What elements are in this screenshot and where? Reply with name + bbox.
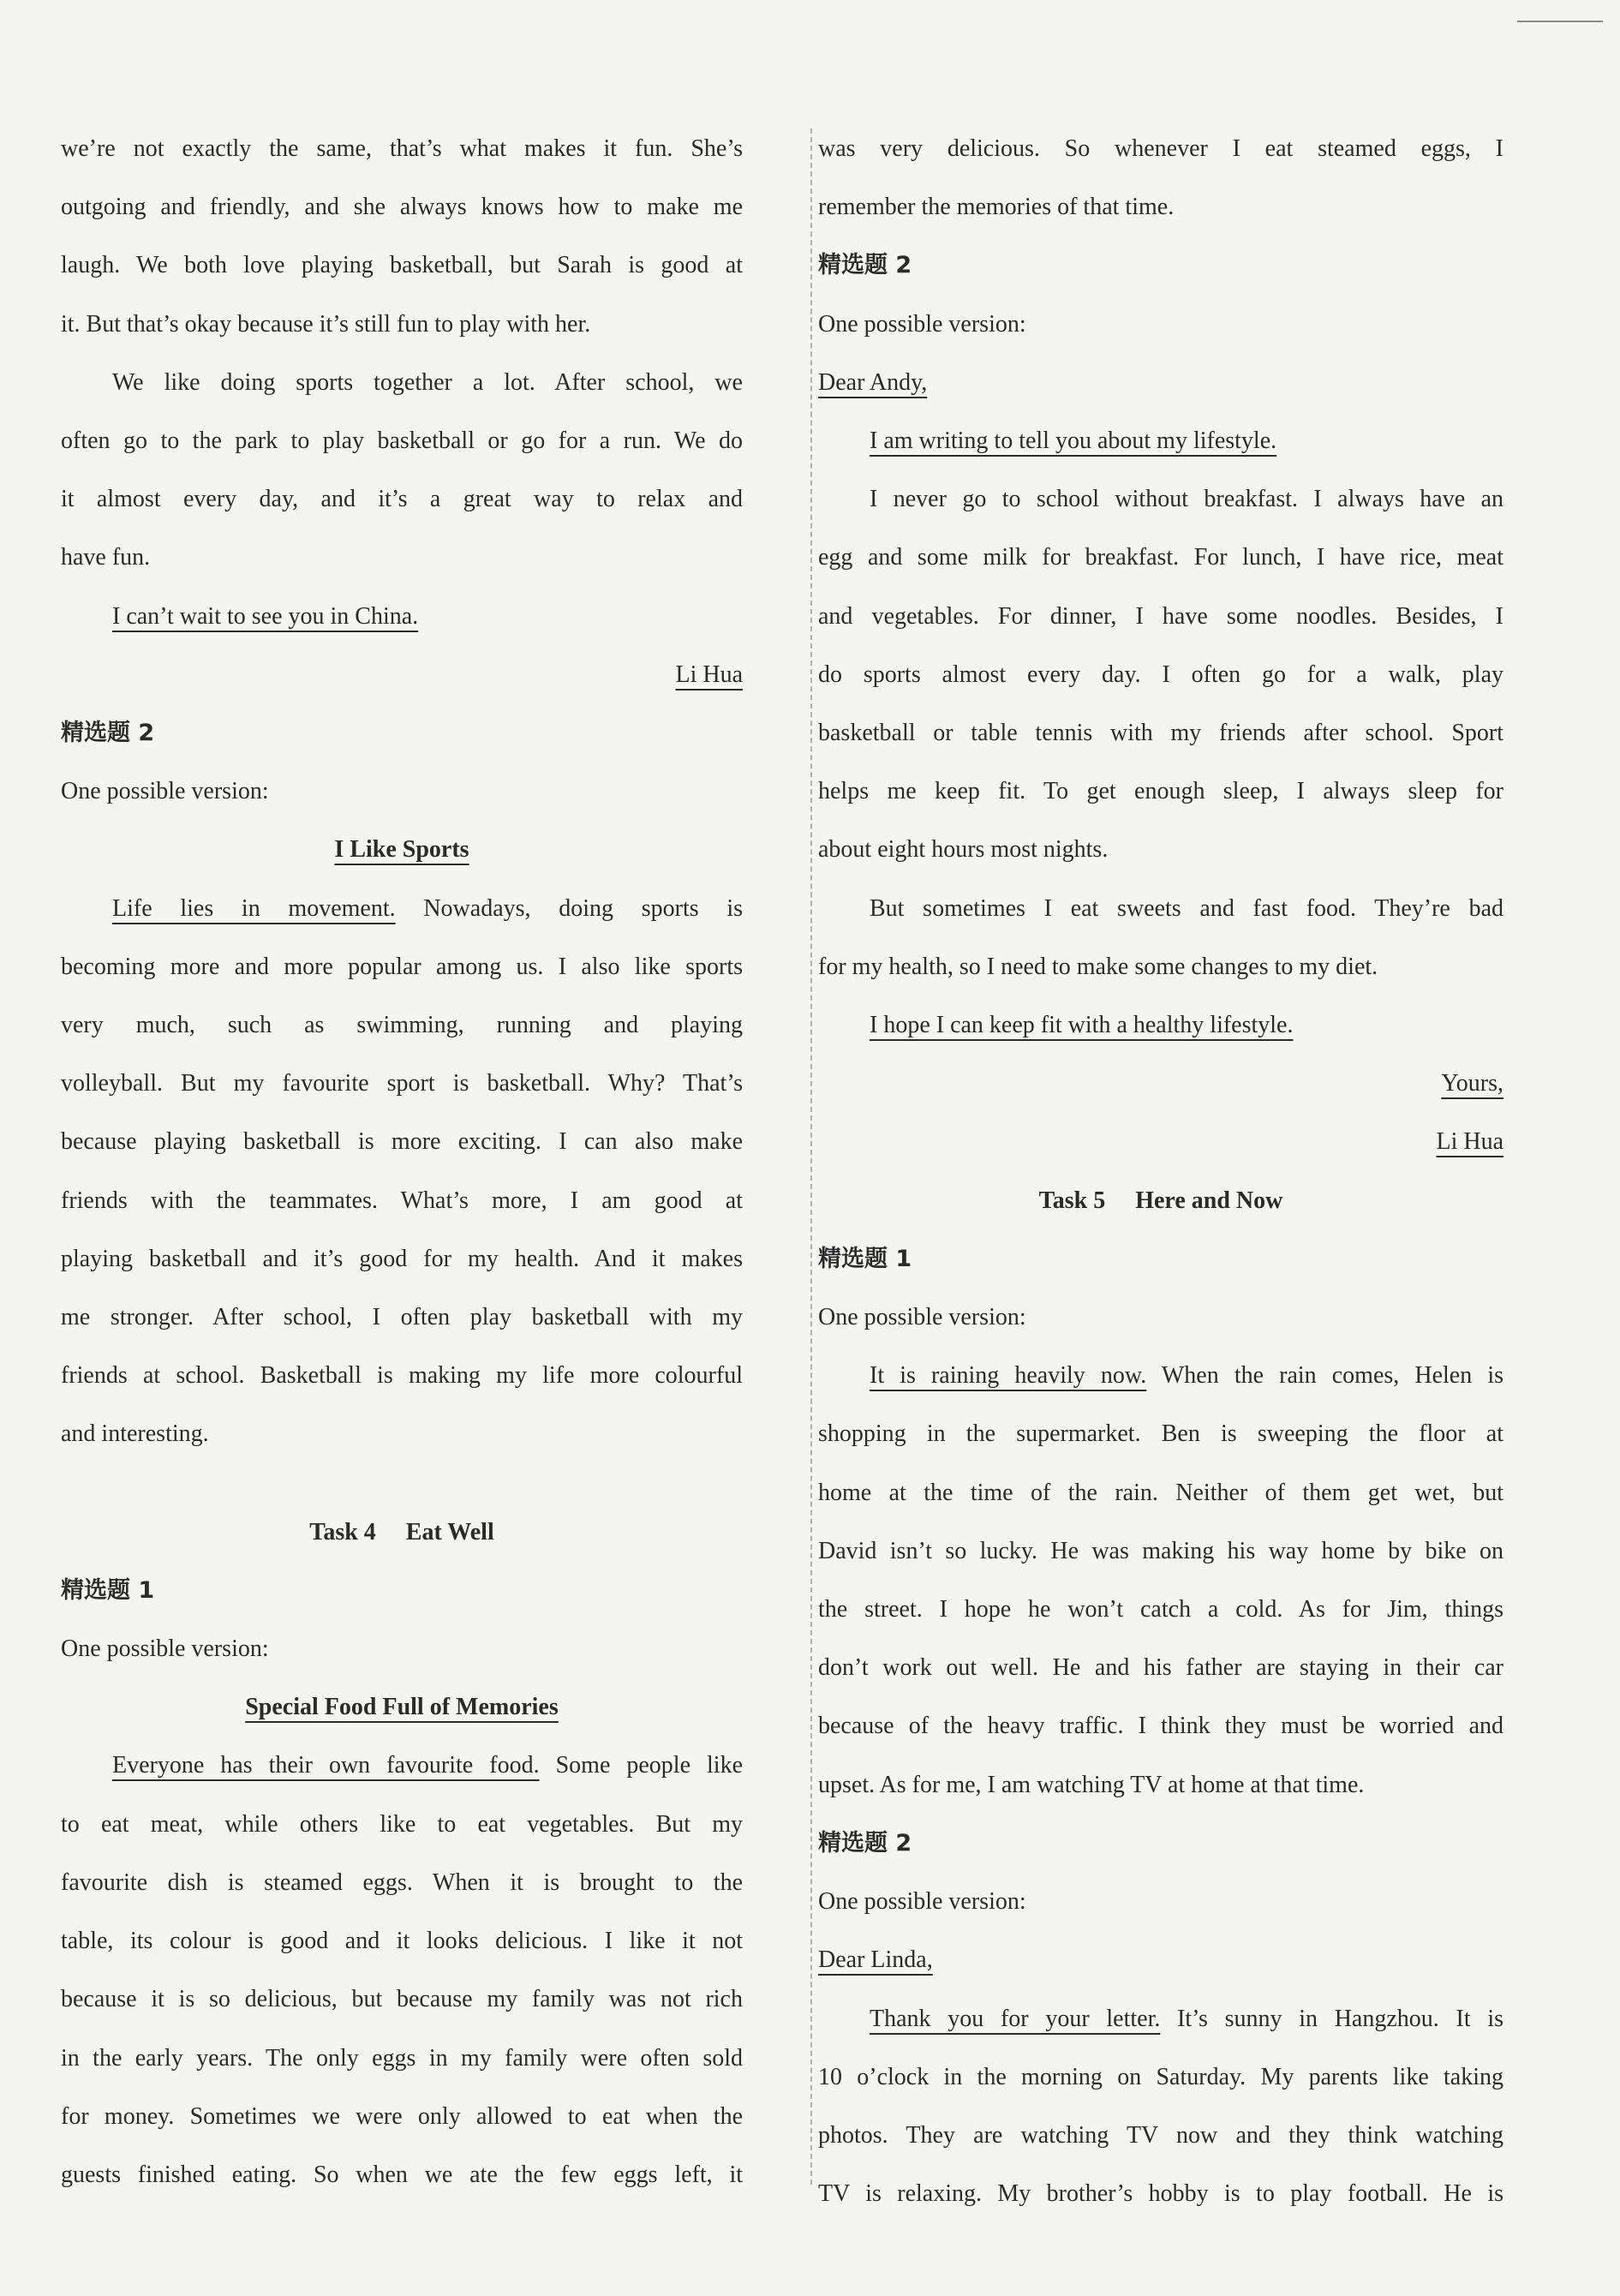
- text-segment: in the early years. The only eggs in my family were often sold: [61, 2044, 743, 2072]
- text-segment: But sometimes I eat sweets and fast food. They’re bad: [870, 894, 1503, 922]
- text-line: [61, 996, 743, 1055]
- section-label: [61, 704, 743, 762]
- text-line: [61, 1737, 743, 1795]
- text-segment: TV is relaxing. My brother’s hobby is to play football. He is: [818, 2180, 1503, 2208]
- text-line: [61, 1912, 743, 1970]
- text-segment: One possible version:: [818, 310, 1026, 338]
- text-line: [61, 1055, 743, 1113]
- text-line: [818, 120, 1503, 178]
- section-label: [818, 236, 1503, 295]
- text-line: [818, 996, 1503, 1055]
- underlined-phrase: Li Hua: [675, 661, 743, 688]
- text-line: [61, 412, 743, 470]
- text-line: [818, 178, 1503, 236]
- text-line: [61, 1620, 743, 1678]
- text-line: [818, 1522, 1503, 1581]
- text-line: [818, 296, 1503, 354]
- text-segment: we’re not exactly the same, that’s what makes it fun. She’s: [61, 135, 743, 162]
- text-line: [818, 1639, 1503, 1697]
- text-segment: 精选题 1: [818, 1245, 912, 1272]
- section-label: [61, 1562, 743, 1620]
- text-segment: upset. As for me, I am watching TV at home at that time.: [818, 1771, 1365, 1798]
- text-segment: Nowadays, doing sports is: [395, 894, 744, 922]
- text-line: [61, 588, 743, 646]
- text-segment: about eight hours most nights.: [818, 836, 1109, 864]
- text-segment: because of the heavy traffic. I think they must be worried and: [818, 1713, 1503, 1740]
- text-segment: friends with the teammates. What’s more, I am good at: [61, 1187, 743, 1214]
- underlined-phrase: I can’t wait to see you in China.: [112, 602, 419, 630]
- text-line: [61, 1289, 743, 1347]
- underlined-phrase: Li Hua: [1436, 1128, 1503, 1156]
- text-line: [61, 1347, 743, 1405]
- text-segment: One possible version:: [818, 1888, 1026, 1916]
- text-line: [61, 646, 743, 704]
- text-segment: Task 5 Here and Now: [1038, 1187, 1283, 1214]
- text-segment: photos. They are watching TV now and they think watching: [818, 2121, 1503, 2149]
- text-line: [61, 1230, 743, 1289]
- text-line: [818, 938, 1503, 996]
- text-line: [61, 236, 743, 295]
- text-line: [818, 762, 1503, 821]
- text-segment: because playing basketball is more exciting. I can also make: [61, 1128, 743, 1156]
- text-segment: 精选题 2: [818, 1829, 912, 1857]
- text-segment: basketball or table tennis with my friends after school. Sport: [818, 720, 1503, 747]
- left-column: [61, 120, 743, 2204]
- text-segment: 精选题 2: [818, 252, 912, 279]
- text-segment: Task 4 Eat Well: [309, 1518, 494, 1546]
- text-segment: friends at school. Basketball is making my life more colourful: [61, 1362, 743, 1390]
- text-line: [818, 2107, 1503, 2165]
- text-segment: very much, such as swimming, running and playing: [61, 1012, 743, 1039]
- underlined-phrase: Yours,: [1441, 1070, 1503, 1097]
- text-line: [61, 762, 743, 821]
- text-line: [818, 1347, 1503, 1405]
- underlined-phrase: Everyone has their own favourite food.: [112, 1752, 540, 1779]
- text-segment: playing basketball and it’s good for my health. And it makes: [61, 1245, 743, 1272]
- text-line: [818, 2048, 1503, 2107]
- text-segment: have fun.: [61, 544, 151, 571]
- text-segment: often go to the park to play basketball or go for a run. We do: [61, 428, 743, 455]
- text-line: [61, 1970, 743, 2029]
- underlined-phrase: Life lies in movement.: [112, 894, 396, 922]
- text-line: [61, 296, 743, 354]
- text-segment: 精选题 2: [61, 720, 155, 747]
- text-segment: becoming more and more popular among us. I also like sports: [61, 953, 743, 980]
- text-line: [818, 880, 1503, 938]
- text-segment: remember the memories of that time.: [818, 194, 1175, 221]
- section-title: [61, 1678, 743, 1737]
- text-line: [818, 646, 1503, 704]
- text-line: [818, 1990, 1503, 2048]
- right-column: [818, 120, 1503, 2223]
- text-segment: outgoing and friendly, and she always knows how to make me: [61, 194, 743, 221]
- text-segment: was very delicious. So whenever I eat steamed eggs, I: [818, 135, 1503, 162]
- text-line: [818, 1931, 1503, 1989]
- text-segment: for money. Sometimes we were only allowed to eat when the: [61, 2102, 743, 2130]
- text-segment: David isn’t so lucky. He was making his way home by bike on: [818, 1537, 1503, 1564]
- text-line: [818, 821, 1503, 879]
- text-segment: don’t work out well. He and his father are staying in their car: [818, 1654, 1503, 1682]
- text-segment: it. But that’s okay because it’s still fun to play with her.: [61, 310, 591, 338]
- section-title: [61, 1504, 743, 1562]
- underlined-phrase: Dear Andy,: [818, 368, 928, 396]
- text-line: [61, 1172, 743, 1230]
- underlined-phrase: Thank you for your letter.: [870, 2005, 1161, 2032]
- spacer: [61, 1464, 743, 1504]
- underlined-phrase: I hope I can keep fit with a healthy lifestyle.: [870, 1012, 1294, 1039]
- section-label: [818, 1815, 1503, 1873]
- text-line: [818, 1756, 1503, 1815]
- text-segment: and vegetables. For dinner, I have some noodles. Besides, I: [818, 602, 1503, 630]
- text-line: [818, 1581, 1503, 1639]
- text-line: [61, 880, 743, 938]
- text-segment: because it is so delicious, but because my family was not rich: [61, 1986, 743, 2013]
- text-segment: favourite dish is steamed eggs. When it is brought to the: [61, 1868, 743, 1896]
- text-line: [818, 1873, 1503, 1931]
- section-title: [61, 821, 743, 879]
- text-line: [818, 1289, 1503, 1347]
- text-segment: guests finished eating. So when we ate the few eggs left, it: [61, 2161, 743, 2188]
- text-line: [818, 529, 1503, 587]
- text-segment: helps me keep fit. To get enough sleep, I always sleep for: [818, 778, 1503, 805]
- text-line: [61, 2088, 743, 2146]
- text-segment: When the rain comes, Helen is: [1146, 1362, 1503, 1390]
- underlined-phrase: I am writing to tell you about my lifestyle.: [870, 428, 1277, 455]
- text-segment: We like doing sports together a lot. After school, we: [112, 368, 743, 396]
- text-line: [818, 2165, 1503, 2223]
- underlined-phrase: Special Food Full of Memories: [245, 1694, 559, 1721]
- column-divider: [810, 129, 812, 2185]
- section-label: [818, 1230, 1503, 1289]
- text-line: [818, 1464, 1503, 1522]
- text-segment: me stronger. After school, I often play basketball with my: [61, 1304, 743, 1331]
- section-title: [818, 1172, 1503, 1230]
- text-line: [61, 1405, 743, 1463]
- text-line: [818, 412, 1503, 470]
- text-line: [61, 2146, 743, 2204]
- text-line: [818, 588, 1503, 646]
- text-line: [818, 1055, 1503, 1113]
- text-segment: do sports almost every day. I often go for a walk, play: [818, 661, 1503, 688]
- text-segment: home at the time of the rain. Neither of them get wet, but: [818, 1479, 1503, 1506]
- text-segment: for my health, so I need to make some changes to my diet.: [818, 953, 1378, 980]
- text-segment: volleyball. But my favourite sport is basketball. Why? That’s: [61, 1070, 743, 1097]
- underlined-phrase: I Like Sports: [334, 836, 469, 864]
- text-segment: shopping in the supermarket. Ben is sweeping the floor at: [818, 1420, 1503, 1448]
- text-line: [61, 1854, 743, 1912]
- text-line: [61, 354, 743, 412]
- text-line: [61, 120, 743, 178]
- top-rule: [1517, 21, 1603, 22]
- text-line: [61, 529, 743, 587]
- text-segment: Some people like: [539, 1752, 744, 1779]
- text-line: [61, 938, 743, 996]
- text-segment: to eat meat, while others like to eat vegetables. But my: [61, 1810, 743, 1838]
- text-segment: 精选题 1: [61, 1576, 155, 1604]
- text-line: [818, 354, 1503, 412]
- text-line: [818, 470, 1503, 529]
- text-line: [818, 1697, 1503, 1755]
- text-segment: One possible version:: [61, 778, 269, 805]
- text-segment: I never go to school without breakfast. I always have an: [870, 486, 1503, 513]
- text-segment: egg and some milk for breakfast. For lunch, I have rice, meat: [818, 544, 1503, 571]
- text-line: [61, 178, 743, 236]
- text-segment: One possible version:: [61, 1635, 269, 1663]
- text-segment: the street. I hope he won’t catch a cold. As for Jim, things: [818, 1596, 1503, 1623]
- text-segment: it almost every day, and it’s a great way to relax and: [61, 486, 743, 513]
- text-segment: It’s sunny in Hangzhou. It is: [1160, 2005, 1503, 2032]
- underlined-phrase: It is raining heavily now.: [870, 1362, 1147, 1390]
- text-segment: table, its colour is good and it looks delicious. I like it not: [61, 1928, 743, 1955]
- text-segment: and interesting.: [61, 1420, 209, 1448]
- text-line: [818, 704, 1503, 762]
- text-line: [61, 2030, 743, 2088]
- underlined-phrase: Dear Linda,: [818, 1946, 933, 1974]
- text-segment: 10 o’clock in the morning on Saturday. My parents like taking: [818, 2063, 1503, 2090]
- text-line: [818, 1113, 1503, 1171]
- text-line: [61, 470, 743, 529]
- text-line: [818, 1405, 1503, 1463]
- text-line: [61, 1796, 743, 1854]
- text-segment: One possible version:: [818, 1304, 1026, 1331]
- text-segment: laugh. We both love playing basketball, but Sarah is good at: [61, 252, 743, 279]
- text-line: [61, 1113, 743, 1171]
